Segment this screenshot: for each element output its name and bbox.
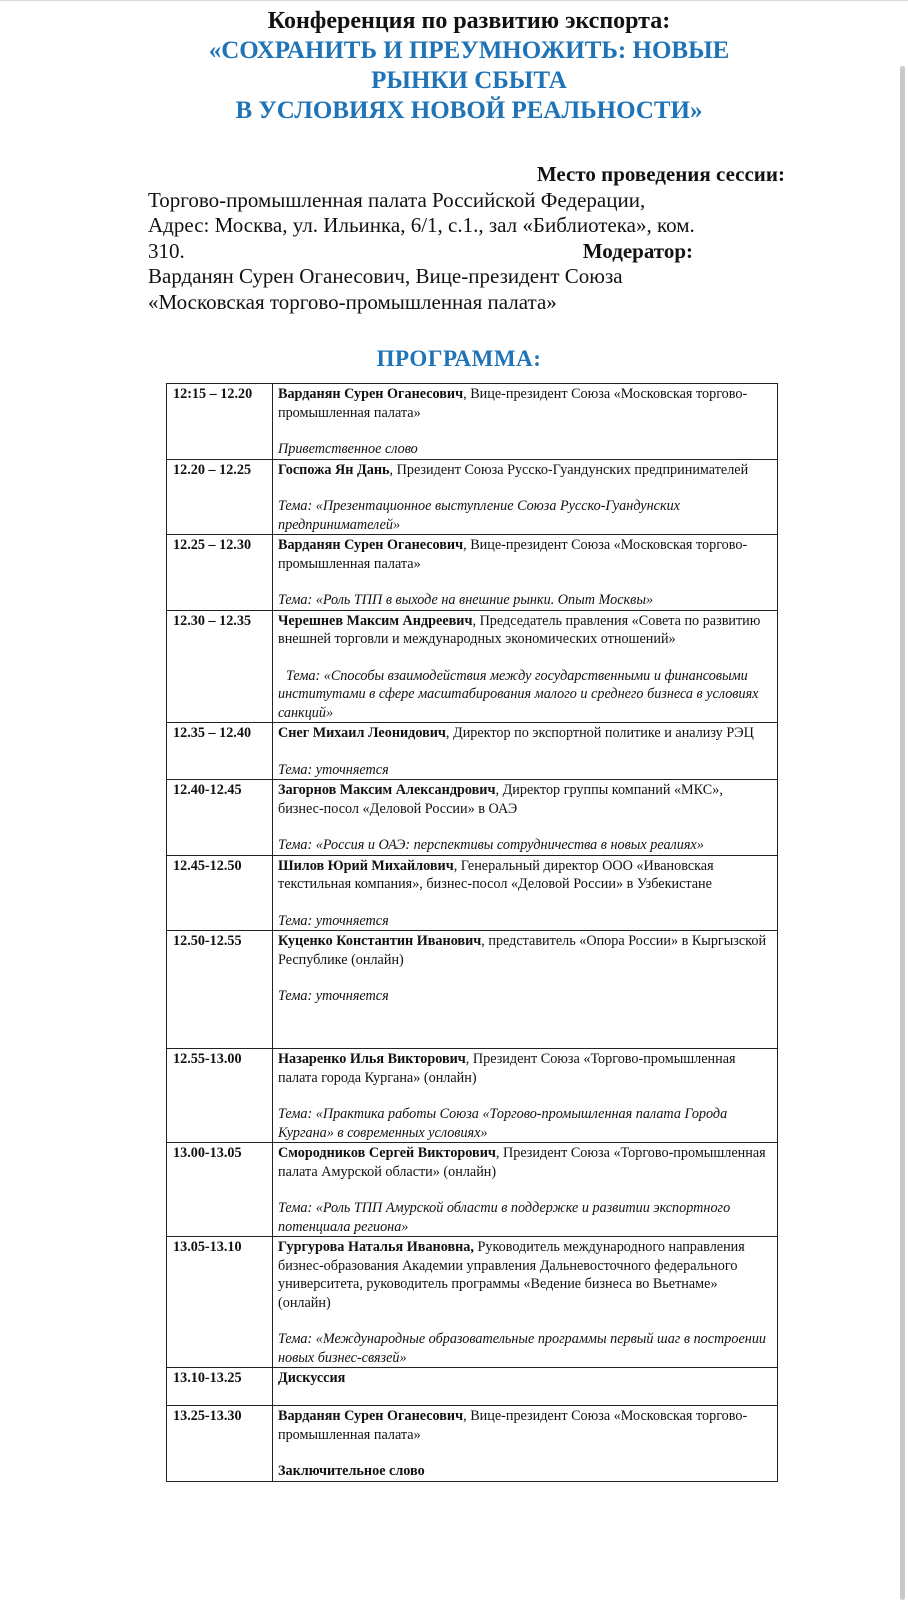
speaker-role: , Вице-президент Союза «Московская торгово-промышленная палата»: [278, 1408, 748, 1443]
speaker-role: , Президент Союза «Торгово-промышленная палата города Кургана» (онлайн): [278, 1051, 736, 1086]
table-row: [167, 610, 778, 723]
speaker-role: , Вице-президент Союза «Московская торгово-промышленная палата»: [278, 386, 748, 421]
session-time: 13.05-13.10: [167, 1237, 273, 1368]
session-details: [273, 1406, 778, 1482]
session-details: [273, 535, 778, 611]
session-details: [273, 931, 778, 1049]
session-time: 13.10-13.25: [167, 1368, 273, 1406]
speaker-name: Варданян Сурен Оганесович: [278, 537, 464, 553]
top-edge: [0, 0, 908, 1]
table-row: [167, 1406, 778, 1482]
speaker-role: , Директор группы компаний «МКС», бизнес-посол «Деловой России» в ОАЭ: [278, 782, 723, 817]
speaker-name: Загорнов Максим Александрович: [278, 782, 496, 798]
speaker-name: Снег Михаил Леонидович: [278, 725, 446, 741]
speaker-role: Руководитель международного направления бизнес-образования Академии управления Дальневосточного федерального университета, руководитель программы «Ведение бизнеса во Вьетнаме» (онлайн): [278, 1239, 745, 1311]
session-time: 12.50-12.55: [167, 931, 273, 1049]
speaker-role: , Президент Союза «Торгово-промышленная палата Амурской области» (онлайн): [278, 1145, 766, 1180]
program-table: [166, 383, 778, 1482]
speaker-name: Шилов Юрий Михайлович: [278, 857, 454, 874]
session-topic: Приветственное слово: [278, 441, 418, 457]
table-row: [167, 780, 778, 856]
session-time: 12.35 – 12.40: [167, 723, 273, 780]
conference-subtitle-line-2: РЫНКИ СБЫТА: [371, 67, 567, 94]
session-topic: Тема: «Практика работы Союза «Торгово-промышленная палата Города Кургана» в современных условиях»: [278, 1106, 728, 1141]
closing-remarks: Заключительное слово: [278, 1463, 425, 1479]
session-topic: Тема: «Роль ТПП в выходе на внешние рынки. Опыт Москвы»: [278, 592, 654, 608]
conference-title: Конференция по развитию экспорта:: [267, 8, 671, 34]
session-time: 13.00-13.05: [167, 1143, 273, 1237]
session-details: [273, 1368, 778, 1406]
table-row: [167, 1368, 778, 1406]
session-topic: Тема: уточняется: [278, 912, 389, 929]
speaker-name: Черешнев Максим Андреевич: [278, 612, 473, 629]
speaker-name: Куценко Константин Иванович: [278, 933, 482, 949]
session-time: 12.40-12.45: [167, 780, 273, 856]
venue-room-number: 310.: [148, 238, 185, 263]
session-topic: Тема: «Способы взаимодействия между государственными и финансовыми институтами в сфере масштабирования малого и среднего бизнеса в условиях санкций»: [278, 667, 759, 721]
table-row: [167, 1237, 778, 1368]
table-row: [167, 855, 778, 931]
session-topic: Тема: «Презентационное выступление Союза Русско-Гуандунских предпринимателей»: [278, 498, 680, 533]
speaker-name: Варданян Сурен Оганесович: [278, 1408, 464, 1424]
session-topic: Тема: «Роль ТПП Амурской области в поддержке и развитии экспортного потенциала региона»: [278, 1200, 731, 1235]
speaker-name: Смородников Сергей Викторович: [278, 1145, 496, 1161]
speaker-name: Гургурова Наталья Ивановна,: [278, 1239, 474, 1255]
session-time: 13.25-13.30: [167, 1406, 273, 1482]
table-row: [167, 931, 778, 1049]
session-time: 12.25 – 12.30: [167, 535, 273, 611]
session-time: 12.55-13.00: [167, 1049, 273, 1143]
moderator-name: Варданян Сурен Оганесович, Вице-президент Союза: [148, 264, 623, 288]
speaker-role: , Директор по экспортной политике и анализу РЭЦ: [445, 725, 754, 741]
session-topic: Тема: «Россия и ОАЭ: перспективы сотрудничества в новых реалиях»: [278, 837, 704, 853]
speaker-name: Назаренко Илья Викторович: [278, 1051, 466, 1067]
speaker-role: , Генеральный директор ООО «Ивановская текстильная компания», бизнес-посол «Деловой России» в Узбекистане: [278, 857, 714, 892]
conference-subtitle-line-1: «СОХРАНИТЬ И ПРЕУМНОЖИТЬ: НОВЫЕ: [208, 37, 730, 64]
session-time: 12.45-12.50: [167, 855, 273, 931]
session-topic: Тема: уточняется: [278, 761, 389, 778]
table-row: [167, 535, 778, 611]
moderator-label: Модератор:: [582, 238, 693, 263]
table-row: [167, 384, 778, 460]
session-details: [273, 610, 778, 723]
table-row: [167, 1049, 778, 1143]
session-time: 12.30 – 12.35: [167, 610, 273, 723]
venue-block: [148, 162, 788, 315]
moderator-organization: «Московская торгово-промышленная палата»: [148, 289, 557, 314]
session-topic: Тема: «Международные образовательные программы первый шаг в построении новых бизнес-связей»: [278, 1331, 767, 1366]
session-details: [273, 459, 778, 535]
document-header: [0, 6, 908, 126]
session-details: [273, 384, 778, 460]
speaker-name: Госпожа Ян Дань: [278, 461, 390, 478]
discussion-label: Дискуссия: [278, 1370, 346, 1386]
speaker-name: Варданян Сурен Оганесович: [278, 386, 464, 402]
program-title: ПРОГРАММА:: [376, 346, 542, 371]
venue-address: Адрес: Москва, ул. Ильинка, 6/1, с.1., зал «Библиотека», ком.: [148, 213, 695, 237]
table-row: [167, 459, 778, 535]
speaker-role: , Президент Союза Русско-Гуандунских предпринимателей: [389, 461, 749, 478]
session-details: [273, 1143, 778, 1237]
table-row: [167, 723, 778, 780]
speaker-role: , представитель «Опора России» в Кыргызской Республике (онлайн): [278, 933, 767, 968]
venue-heading: Место проведения сессии:: [536, 162, 785, 186]
vertical-scrollbar[interactable]: [900, 66, 905, 1600]
speaker-role: , Председатель правления «Совета по развитию внешней торговли и международных экономических отношений»: [278, 612, 761, 647]
venue-line-1: Торгово-промышленная палата Российской Федерации,: [148, 187, 646, 212]
session-details: [273, 1237, 778, 1368]
session-details: [273, 1049, 778, 1143]
session-time: 12:15 – 12.20: [167, 384, 273, 460]
venue-room-line: [148, 239, 788, 265]
session-details: [273, 780, 778, 856]
session-topic: Тема: уточняется: [278, 988, 389, 1004]
session-details: [273, 855, 778, 931]
table-row: [167, 1143, 778, 1237]
conference-subtitle-line-3: В УСЛОВИЯХ НОВОЙ РЕАЛЬНОСТИ»: [235, 97, 703, 124]
speaker-role: , Вице-президент Союза «Московская торгово-промышленная палата»: [278, 537, 748, 572]
session-details: [273, 723, 778, 780]
session-time: 12.20 – 12.25: [167, 459, 273, 535]
